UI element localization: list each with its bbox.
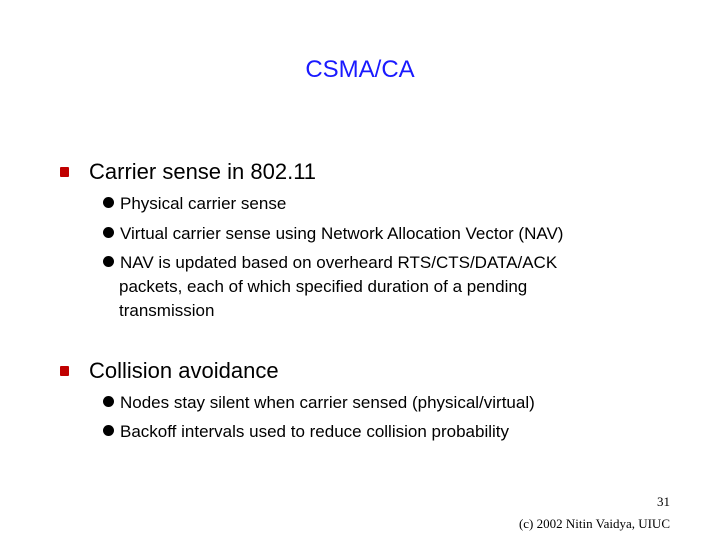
dot-bullet-icon	[103, 425, 114, 436]
section-heading: Carrier sense in 802.11	[89, 159, 317, 184]
slide-title: CSMA/CA	[305, 56, 415, 83]
square-bullet-icon	[60, 366, 69, 376]
page-number: 31	[657, 494, 670, 509]
list-item-continuation: transmission	[119, 301, 215, 320]
list-item: Backoff intervals used to reduce collision probability	[103, 420, 509, 443]
section-heading: Collision avoidance	[89, 358, 279, 383]
copyright-notice: (c) 2002 Nitin Vaidya, UIUC	[518, 516, 670, 531]
dot-bullet-icon	[103, 256, 114, 267]
list-item: Virtual carrier sense using Network Allocation Vector (NAV)	[103, 222, 563, 245]
dot-bullet-icon	[103, 197, 114, 208]
dot-bullet-icon	[103, 396, 114, 407]
square-bullet-icon	[60, 167, 69, 177]
list-item: NAV is updated based on overheard RTS/CTS/DATA/ACK	[103, 251, 557, 274]
list-item: Physical carrier sense	[103, 192, 286, 215]
list-item: Nodes stay silent when carrier sensed (physical/virtual)	[103, 391, 535, 414]
list-item-continuation: packets, each of which specified duration of a pending	[119, 277, 528, 296]
dot-bullet-icon	[103, 227, 114, 238]
